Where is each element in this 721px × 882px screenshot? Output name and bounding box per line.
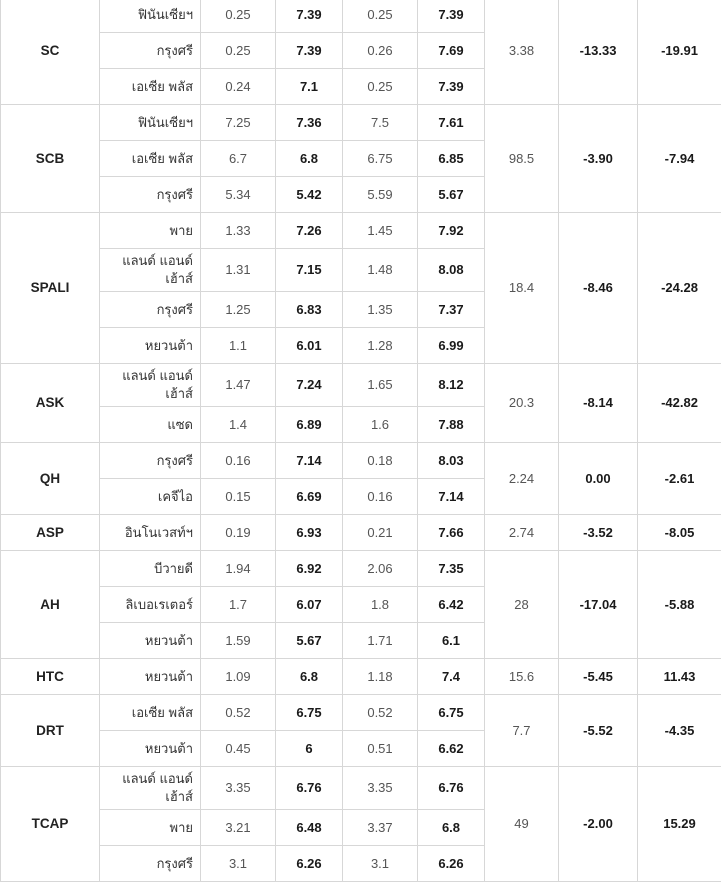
value-cell: 1.6 — [343, 407, 418, 443]
value-cell: 1.28 — [343, 328, 418, 364]
broker-name: หยวนต้า — [100, 328, 201, 364]
broker-name: กรุงศรี — [100, 846, 201, 882]
stock-symbol: ASP — [1, 515, 100, 551]
change-cell: 15.29 — [638, 767, 721, 882]
value-cell: 7.5 — [343, 105, 418, 141]
value-cell-bold: 6.07 — [276, 587, 343, 623]
price-cell: 3.38 — [485, 0, 559, 105]
broker-name: กรุงศรี — [100, 177, 201, 213]
stock-symbol: TCAP — [1, 767, 100, 882]
price-cell: 18.4 — [485, 213, 559, 364]
value-cell: 0.25 — [201, 33, 276, 69]
change-cell: 0.00 — [559, 443, 638, 515]
value-cell: 5.34 — [201, 177, 276, 213]
value-cell: 3.35 — [201, 767, 276, 810]
value-cell-bold: 6.8 — [418, 810, 485, 846]
value-cell: 0.25 — [343, 69, 418, 105]
value-cell-bold: 6.76 — [418, 767, 485, 810]
table-row — [1, 105, 721, 141]
value-cell: 0.26 — [343, 33, 418, 69]
value-cell-bold: 7.39 — [418, 0, 485, 33]
value-cell-bold: 8.08 — [418, 249, 485, 292]
value-cell: 0.52 — [343, 695, 418, 731]
value-cell: 1.33 — [201, 213, 276, 249]
table-row — [1, 515, 721, 551]
stock-symbol: ASK — [1, 364, 100, 443]
broker-name: อินโนเวสท์ฯ — [100, 515, 201, 551]
value-cell: 6.75 — [343, 141, 418, 177]
value-cell-bold: 5.67 — [418, 177, 485, 213]
value-cell-bold: 6.8 — [276, 141, 343, 177]
table-row — [1, 364, 721, 407]
value-cell: 0.15 — [201, 479, 276, 515]
stock-symbol: SCB — [1, 105, 100, 213]
value-cell: 1.47 — [201, 364, 276, 407]
broker-name: พาย — [100, 810, 201, 846]
broker-name: แลนด์ แอนด์ เฮ้าส์ — [100, 249, 201, 292]
value-cell: 1.25 — [201, 292, 276, 328]
stock-symbol: SC — [1, 0, 100, 105]
broker-name: ฟินันเซียฯ — [100, 0, 201, 33]
value-cell-bold: 7.66 — [418, 515, 485, 551]
change-cell: -17.04 — [559, 551, 638, 659]
value-cell: 0.18 — [343, 443, 418, 479]
value-cell-bold: 5.42 — [276, 177, 343, 213]
value-cell: 0.21 — [343, 515, 418, 551]
value-cell-bold: 6.26 — [276, 846, 343, 882]
value-cell: 2.06 — [343, 551, 418, 587]
change-cell: -13.33 — [559, 0, 638, 105]
change-cell: -2.00 — [559, 767, 638, 882]
value-cell: 1.1 — [201, 328, 276, 364]
value-cell: 0.24 — [201, 69, 276, 105]
value-cell: 1.7 — [201, 587, 276, 623]
value-cell: 1.45 — [343, 213, 418, 249]
value-cell: 0.16 — [201, 443, 276, 479]
change-cell: -24.28 — [638, 213, 721, 364]
value-cell-bold: 7.39 — [418, 69, 485, 105]
value-cell-bold: 6.99 — [418, 328, 485, 364]
price-cell: 2.24 — [485, 443, 559, 515]
broker-name: ฟินันเซียฯ — [100, 105, 201, 141]
price-cell: 7.7 — [485, 695, 559, 767]
broker-name: แซด — [100, 407, 201, 443]
table-row — [1, 659, 721, 695]
change-cell: -5.88 — [638, 551, 721, 659]
value-cell: 0.51 — [343, 731, 418, 767]
broker-name: บีวายดี — [100, 551, 201, 587]
value-cell: 3.1 — [201, 846, 276, 882]
value-cell-bold: 6.75 — [418, 695, 485, 731]
price-cell: 49 — [485, 767, 559, 882]
broker-name: กรุงศรี — [100, 33, 201, 69]
value-cell-bold: 6.48 — [276, 810, 343, 846]
value-cell-bold: 6.85 — [418, 141, 485, 177]
stock-symbol: SPALI — [1, 213, 100, 364]
value-cell: 0.45 — [201, 731, 276, 767]
value-cell: 3.21 — [201, 810, 276, 846]
value-cell-bold: 7.14 — [418, 479, 485, 515]
value-cell-bold: 7.37 — [418, 292, 485, 328]
broker-name: แลนด์ แอนด์ เฮ้าส์ — [100, 767, 201, 810]
value-cell-bold: 7.15 — [276, 249, 343, 292]
stock-symbol: DRT — [1, 695, 100, 767]
broker-name: เอเซีย พลัส — [100, 695, 201, 731]
change-cell: -4.35 — [638, 695, 721, 767]
table-body — [1, 0, 721, 882]
table-row — [1, 443, 721, 479]
value-cell-bold: 7.4 — [418, 659, 485, 695]
value-cell: 0.19 — [201, 515, 276, 551]
change-cell: -7.94 — [638, 105, 721, 213]
value-cell: 1.35 — [343, 292, 418, 328]
value-cell-bold: 8.03 — [418, 443, 485, 479]
value-cell-bold: 7.69 — [418, 33, 485, 69]
value-cell-bold: 7.14 — [276, 443, 343, 479]
value-cell: 6.7 — [201, 141, 276, 177]
value-cell: 1.48 — [343, 249, 418, 292]
price-cell: 15.6 — [485, 659, 559, 695]
value-cell-bold: 7.24 — [276, 364, 343, 407]
change-cell: 11.43 — [638, 659, 721, 695]
value-cell-bold: 7.1 — [276, 69, 343, 105]
broker-name: เอเซีย พลัส — [100, 69, 201, 105]
value-cell-bold: 6.75 — [276, 695, 343, 731]
value-cell-bold: 6.01 — [276, 328, 343, 364]
change-cell: -19.91 — [638, 0, 721, 105]
broker-name: เอเซีย พลัส — [100, 141, 201, 177]
value-cell-bold: 6.92 — [276, 551, 343, 587]
value-cell: 0.25 — [201, 0, 276, 33]
price-cell: 20.3 — [485, 364, 559, 443]
value-cell: 1.09 — [201, 659, 276, 695]
change-cell: -8.05 — [638, 515, 721, 551]
value-cell-bold: 6.8 — [276, 659, 343, 695]
table-row — [1, 767, 721, 810]
value-cell-bold: 5.67 — [276, 623, 343, 659]
value-cell-bold: 6.89 — [276, 407, 343, 443]
value-cell-bold: 7.92 — [418, 213, 485, 249]
value-cell: 0.25 — [343, 0, 418, 33]
table-row — [1, 213, 721, 249]
value-cell: 3.1 — [343, 846, 418, 882]
value-cell-bold: 6.76 — [276, 767, 343, 810]
value-cell-bold: 6.93 — [276, 515, 343, 551]
value-cell-bold: 6.69 — [276, 479, 343, 515]
change-cell: -8.14 — [559, 364, 638, 443]
value-cell-bold: 7.36 — [276, 105, 343, 141]
broker-name: เคจีไอ — [100, 479, 201, 515]
stock-symbol: HTC — [1, 659, 100, 695]
change-cell: -5.52 — [559, 695, 638, 767]
value-cell: 1.59 — [201, 623, 276, 659]
value-cell: 1.65 — [343, 364, 418, 407]
value-cell: 1.18 — [343, 659, 418, 695]
stock-symbol: QH — [1, 443, 100, 515]
value-cell: 7.25 — [201, 105, 276, 141]
table-row — [1, 551, 721, 587]
value-cell: 1.4 — [201, 407, 276, 443]
value-cell: 3.35 — [343, 767, 418, 810]
value-cell: 1.94 — [201, 551, 276, 587]
broker-name: พาย — [100, 213, 201, 249]
value-cell: 1.8 — [343, 587, 418, 623]
value-cell-bold: 6.62 — [418, 731, 485, 767]
value-cell: 1.31 — [201, 249, 276, 292]
value-cell-bold: 7.88 — [418, 407, 485, 443]
value-cell-bold: 6.1 — [418, 623, 485, 659]
broker-name: หยวนต้า — [100, 659, 201, 695]
value-cell: 3.37 — [343, 810, 418, 846]
value-cell-bold: 6 — [276, 731, 343, 767]
value-cell: 0.16 — [343, 479, 418, 515]
value-cell-bold: 8.12 — [418, 364, 485, 407]
value-cell: 1.71 — [343, 623, 418, 659]
change-cell: -42.82 — [638, 364, 721, 443]
change-cell: -2.61 — [638, 443, 721, 515]
broker-name: ลิเบอเรเตอร์ — [100, 587, 201, 623]
value-cell-bold: 7.26 — [276, 213, 343, 249]
value-cell-bold: 6.83 — [276, 292, 343, 328]
change-cell: -3.90 — [559, 105, 638, 213]
price-cell: 28 — [485, 551, 559, 659]
price-cell: 98.5 — [485, 105, 559, 213]
change-cell: -3.52 — [559, 515, 638, 551]
value-cell-bold: 6.42 — [418, 587, 485, 623]
value-cell-bold: 7.39 — [276, 0, 343, 33]
change-cell: -8.46 — [559, 213, 638, 364]
broker-name: กรุงศรี — [100, 443, 201, 479]
value-cell-bold: 7.39 — [276, 33, 343, 69]
value-cell-bold: 7.35 — [418, 551, 485, 587]
change-cell: -5.45 — [559, 659, 638, 695]
stock-symbol: AH — [1, 551, 100, 659]
broker-name: หยวนต้า — [100, 731, 201, 767]
table-row — [1, 0, 721, 33]
price-cell: 2.74 — [485, 515, 559, 551]
broker-name: กรุงศรี — [100, 292, 201, 328]
value-cell-bold: 7.61 — [418, 105, 485, 141]
broker-name: แลนด์ แอนด์ เฮ้าส์ — [100, 364, 201, 407]
value-cell: 0.52 — [201, 695, 276, 731]
value-cell-bold: 6.26 — [418, 846, 485, 882]
value-cell: 5.59 — [343, 177, 418, 213]
table-row — [1, 695, 721, 731]
broker-name: หยวนต้า — [100, 623, 201, 659]
